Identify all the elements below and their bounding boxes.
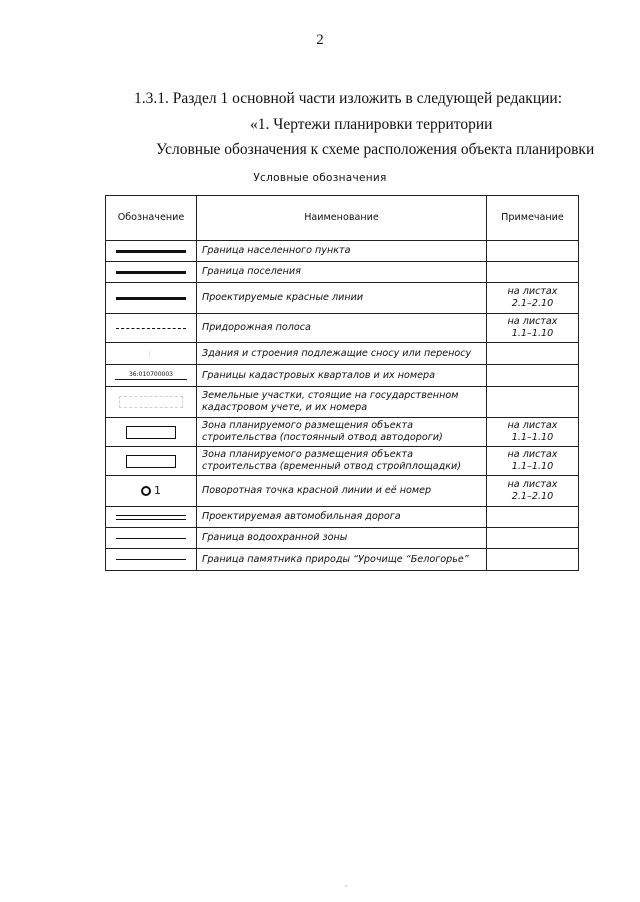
legend-name-cell: Граница поселения [197,262,487,283]
legend-row [106,418,579,447]
legend-row [106,365,579,387]
legend-note-cell [487,262,579,283]
faint-building-symbol [149,351,154,357]
legend-name-cell: Поворотная точка красной линии и её номер [197,476,487,507]
legend-note-cell [487,241,579,262]
legend-row [106,476,579,507]
thin-line-symbol [116,559,186,560]
circle-point-icon [141,486,151,496]
dashed-line-symbol [116,328,186,329]
scheme-title: Условные обозначения к схеме расположения объекта планировки [156,141,595,158]
legend-note-cell [487,343,579,365]
legend-name-cell: Граница памятника природы “Урочище “Белогорье” [197,549,487,571]
legend-symbol-cell [106,507,197,528]
legend-name-cell: Земельные участки, стоящие на государственном кадастровом учете, и их номера [197,387,487,418]
page-number: 2 [316,32,324,48]
legend-symbol-cell [106,283,197,314]
legend-note-cell [487,365,579,387]
legend-note-cell [487,528,579,549]
legend-symbol-cell [106,365,197,387]
symbol-column-header: Обозначение [106,196,197,241]
legend-note-cell [487,507,579,528]
legend-row [106,262,579,283]
legend-symbol-cell [106,418,197,447]
faint-dashed-box-symbol [119,396,183,408]
legend-name-cell: Граница водоохранной зоны [197,528,487,549]
thick-line-symbol [116,271,186,274]
point-number: 1 [154,483,161,497]
point-symbol [141,484,161,497]
legend-table [105,195,579,571]
legend-symbol-cell [106,447,197,476]
scan-speck [345,885,347,887]
legend-row [106,387,579,418]
legend-row [106,314,579,343]
note-column-header: Примечание [487,196,579,241]
legend-note-cell: на листах 1.1–1.10 [487,314,579,343]
legend-header-row [106,196,579,241]
legend-row [106,507,579,528]
legend-symbol-cell [106,387,197,418]
legend-name-cell: Граница населенного пункта [197,241,487,262]
section-heading: 1.3.1. Раздел 1 основной части изложить в следующей редакции: [134,90,563,107]
legend-note-cell: на листах 1.1–1.10 [487,418,579,447]
legend-row [106,241,579,262]
chapter-subheading: «1. Чертежи планировки территории [250,116,493,133]
legend-name-cell: Зона планируемого размещения объекта строительства (постоянный отвод автодороги) [197,418,487,447]
legend-symbol-cell [106,314,197,343]
legend-row [106,549,579,571]
legend-symbol-cell [106,476,197,507]
legend-symbol-cell [106,549,197,571]
legend-name-cell: Проектируемые красные линии [197,283,487,314]
legend-name-cell: Придорожная полоса [197,314,487,343]
double-line-symbol [116,515,186,520]
table-caption: Условные обозначения [253,172,387,184]
thick-line-symbol [116,297,186,300]
legend-name-cell: Проектируемая автомобильная дорога [197,507,487,528]
legend-symbol-cell [106,528,197,549]
legend-row [106,447,579,476]
legend-name-cell: Здания и строения подлежащие сносу или переносу [197,343,487,365]
legend-name-cell: Зона планируемого размещения объекта строительства (временный отвод стройплощадки) [197,447,487,476]
legend-symbol-cell [106,343,197,365]
legend-note-cell [487,387,579,418]
thin-line-symbol [116,538,186,539]
legend-row [106,528,579,549]
legend-name-cell: Границы кадастровых кварталов и их номера [197,365,487,387]
kadastr-line-symbol: 36:010700003 [115,371,187,380]
legend-note-cell: на листах 2.1–2.10 [487,283,579,314]
legend-row [106,343,579,365]
legend-note-cell [487,549,579,571]
rectangle-symbol [126,426,176,439]
name-column-header: Наименование [197,196,487,241]
legend-note-cell: на листах 2.1–2.10 [487,476,579,507]
thick-line-symbol [116,250,186,253]
rectangle-symbol [126,455,176,468]
legend-row [106,283,579,314]
legend-note-cell: на листах 1.1–1.10 [487,447,579,476]
legend-symbol-cell [106,241,197,262]
legend-symbol-cell [106,262,197,283]
